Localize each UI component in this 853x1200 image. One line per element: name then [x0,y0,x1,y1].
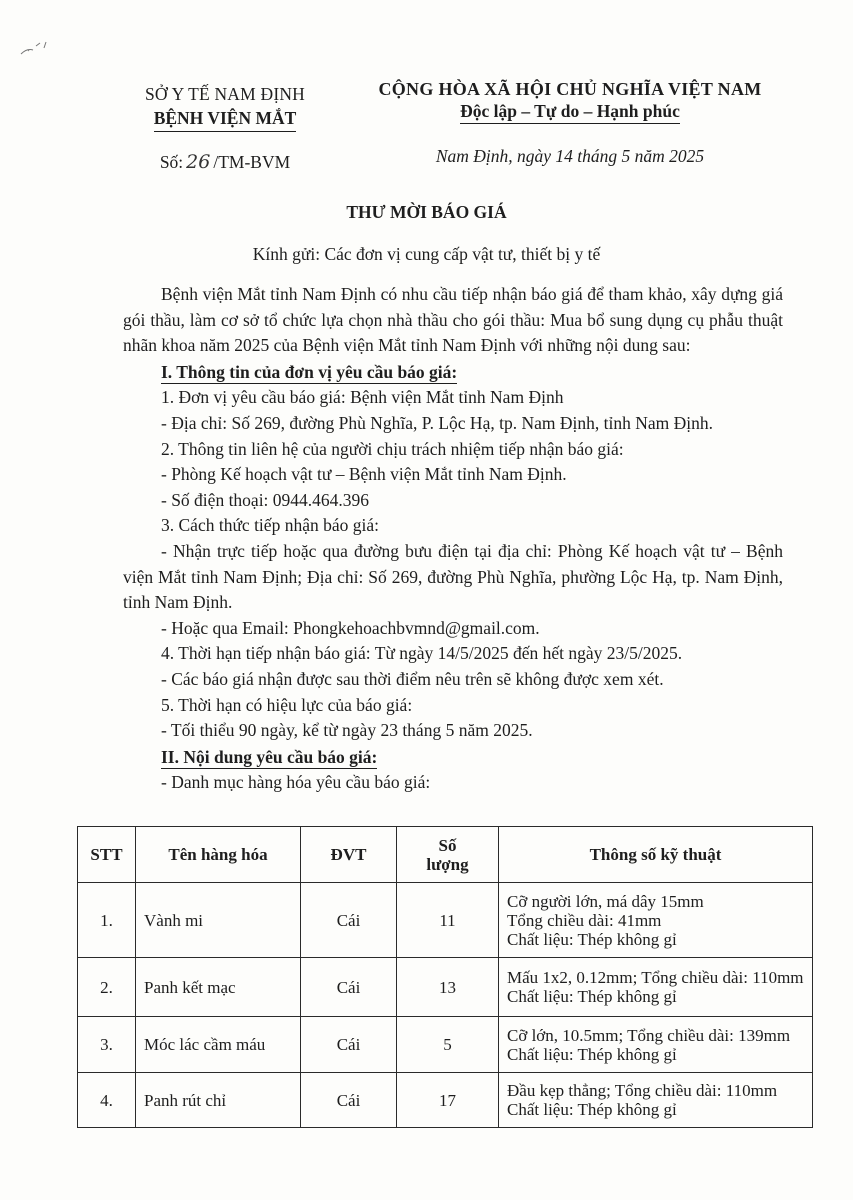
row-unit: Cái [301,1017,397,1073]
row-spec [499,1073,813,1128]
col-name: Tên hàng hóa [136,827,301,883]
s1-line: - Nhận trực tiếp hoặc qua đường bưu điện tại địa chỉ: Phòng Kế hoạch vật tư – Bệnh viện Mắt tỉnh Nam Định; Địa chỉ: Số 269, đường Phù Nghĩa, phường Lộc Hạ, tp. Nam Định, tỉnh Nam Định. [123,540,783,613]
col-stt: STT [78,827,136,883]
s1-line: 2. Thông tin liên hệ của người chịu trách nhiệm tiếp nhận báo giá: [161,438,624,459]
table-row [78,1073,813,1128]
nation-title: CỘNG HÒA XÃ HỘI CHỦ NGHĨA VIỆT NAM [378,79,762,99]
table-row [78,1017,813,1073]
section2-heading: II. Nội dung yêu cầu báo giá: [161,746,378,767]
intro-paragraph: Bệnh viện Mắt tỉnh Nam Định có nhu cầu tiếp nhận báo giá để tham khảo, xây dựng giá gói thầu, làm cơ sở tổ chức lựa chọn nhà thầu cho gói thầu: Mua bổ sung dụng cụ phẫu thuật nhãn khoa năm 2025 của Bệnh viện Mắt tỉnh Nam Định với những nội dung sau: [123,284,783,356]
section1-heading: I. Thông tin của đơn vị yêu cầu báo giá: [161,361,458,382]
document-title: THƯ MỜI BÁO GIÁ [346,202,507,222]
col-qty-label: Số lượng [426,835,469,874]
row-name: Panh kết mạc [136,958,301,1017]
s1-line: - Địa chỉ: Số 269, đường Phù Nghĩa, P. Lộc Hạ, tp. Nam Định, tỉnh Nam Định. [161,412,713,433]
row-stt: 2. [78,958,136,1017]
table-header-row [78,827,813,883]
spec-line: Đầu kẹp thẳng; Tổng chiều dài: 110mm [507,1081,778,1100]
col-unit: ĐVT [301,827,397,883]
spec-line: Chất liệu: Thép không gỉ [507,1044,677,1064]
s1-line: 5. Thời hạn có hiệu lực của báo giá: [161,694,413,715]
row-name: Panh rút chỉ [136,1073,301,1128]
col-spec: Thông số kỹ thuật [499,827,813,883]
goods-table [77,826,813,1128]
s1-line: 1. Đơn vị yêu cầu báo giá: Bệnh viện Mắt tỉnh Nam Định [161,387,564,408]
row-qty: 11 [397,883,499,958]
table-row [78,958,813,1017]
greeting: Kính gửi: Các đơn vị cung cấp vật tư, thiết bị y tế [252,244,601,264]
spec-line: Chất liệu: Thép không gỉ [507,987,677,1006]
s2-line: - Danh mục hàng hóa yêu cầu báo giá: [161,772,431,793]
document-number [100,150,350,174]
issue-date: Nam Định, ngày 14 tháng 5 năm 2025 [435,146,705,166]
scan-mark [18,36,54,58]
col-qty [397,827,499,883]
hospital-name: BỆNH VIỆN MẮT [154,106,297,132]
s1-line: 3. Cách thức tiếp nhận báo giá: [161,515,379,536]
issuer-block [100,82,350,174]
doc-no-prefix: Số: [159,152,184,172]
doc-no-handwritten: 26 [186,151,211,173]
row-name: Móc lác cầm máu [136,1017,301,1073]
s1-line: - Phòng Kế hoạch vật tư – Bệnh viện Mắt tỉnh Nam Định. [161,464,567,485]
spec-line: Chất liệu: Thép không gỉ [507,1100,677,1119]
row-unit: Cái [301,958,397,1017]
s1-line: - Hoặc qua Email: Phongkehoachbvmnd@gmail.com. [161,617,540,638]
row-name: Vành mi [136,883,301,958]
table-row [78,883,813,958]
s1-line: 4. Thời hạn tiếp nhận báo giá: Từ ngày 14/5/2025 đến hết ngày 23/5/2025. [161,643,683,664]
row-stt: 1. [78,883,136,958]
row-stt: 3. [78,1017,136,1073]
doc-no-suffix: /TM-BVM [213,152,291,172]
s1-line: - Các báo giá nhận được sau thời điểm nêu trên sẽ không được xem xét. [161,668,664,689]
row-qty: 17 [397,1073,499,1128]
row-stt: 4. [78,1073,136,1128]
spec-line: Cỡ lớn, 10.5mm; Tổng chiều dài: 139mm [507,1025,791,1045]
national-motto: Độc lập – Tự do – Hạnh phúc [460,100,680,124]
dept-name: SỞ Y TẾ NAM ĐỊNH [144,84,306,104]
row-spec [499,1017,813,1073]
row-unit: Cái [301,883,397,958]
s1-line: - Tối thiểu 90 ngày, kể từ ngày 23 tháng 5 năm 2025. [161,720,533,741]
spec-line: Chất liệu: Thép không gỉ [507,929,677,949]
row-qty: 5 [397,1017,499,1073]
row-unit: Cái [301,1073,397,1128]
s1-line: - Số điện thoại: 0944.464.396 [161,489,370,510]
row-spec [499,958,813,1017]
document-body [123,282,783,796]
spec-line: Cỡ người lớn, má dây 15mm [507,891,704,911]
row-qty: 13 [397,958,499,1017]
spec-line: Tổng chiều dài: 41mm [507,910,662,930]
row-spec [499,883,813,958]
spec-line: Mấu 1x2, 0.12mm; Tổng chiều dài: 110mm [507,968,804,987]
national-header [350,78,790,167]
